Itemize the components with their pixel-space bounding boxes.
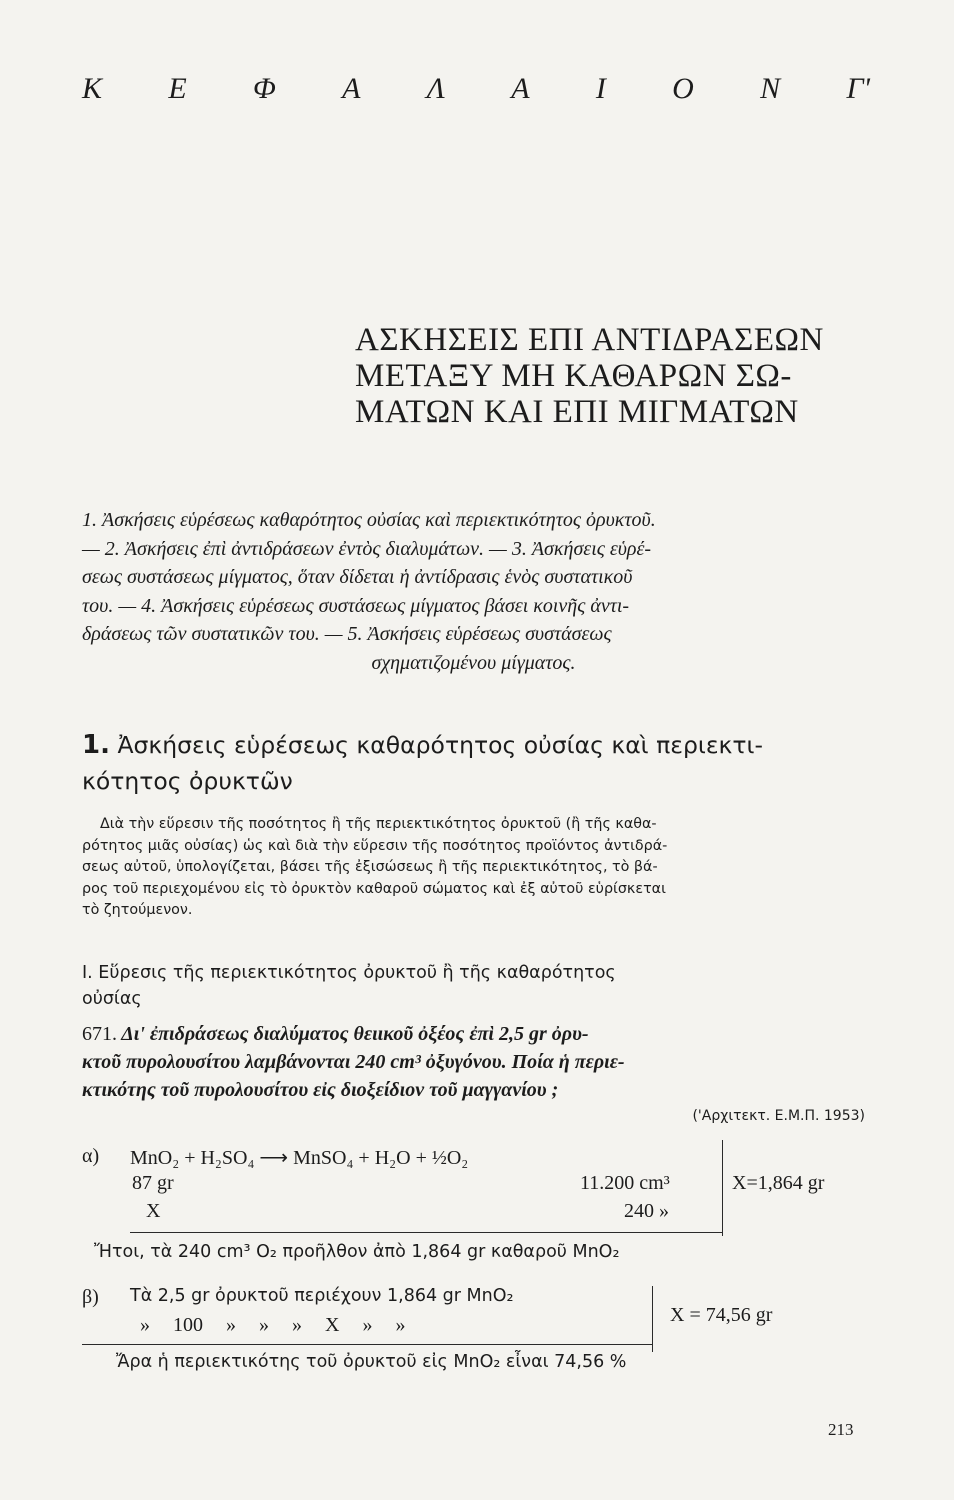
solution-a-conclusion: Ἤτοι, τὰ 240 cm³ O₂ προῆλθον ἀπὸ 1,864 gr καθαροῦ MnO₂ xyxy=(94,1242,620,1262)
chapter-heading-letter: Α xyxy=(342,72,361,105)
subsection-heading xyxy=(82,960,865,1012)
summary-line: — 2. Ἀσκήσεις ἐπὶ ἀντιδράσεων ἐντὸς διαλυμάτων. — 3. Ἀσκήσεις εὑρέ- xyxy=(82,537,652,560)
section-title-line: Ἀσκήσεις εὑρέσεως καθαρότητος οὐσίας καὶ περιεκτι- xyxy=(117,731,763,759)
chapter-heading-letter: Φ xyxy=(252,72,276,105)
page-number: 213 xyxy=(828,1420,854,1439)
chapter-title-line: ΜΑΤΩΝ ΚΑΙ ΕΠΙ ΜΙΓΜΑΤΩΝ xyxy=(355,394,799,430)
chapter-heading-letter: Λ xyxy=(426,72,445,105)
chapter-heading-letter: Ι xyxy=(595,72,606,105)
solution-b-conclusion: Ἄρα ἡ περιεκτικότης τοῦ ὀρυκτοῦ εἰς MnO₂ εἶναι 74,56 % xyxy=(116,1352,627,1372)
chapter-heading-letter: Α xyxy=(511,72,530,105)
solution-a-label: α) xyxy=(82,1145,100,1167)
problem-line: κτοῦ πυρολουσίτου λαμβάνονται 240 cm³ ὀξυγόνου. Ποία ἡ περιε- xyxy=(82,1051,625,1073)
summary-line: δράσεως τῶν συστατικῶν του. — 5. Ἀσκήσεις εὑρέσεως συστάσεως xyxy=(82,623,612,645)
chapter-heading-letter: Ε xyxy=(168,72,187,105)
stoich-row-left: 87 gr xyxy=(132,1172,174,1194)
stoich-row-right: 11.200 cm³ xyxy=(580,1172,670,1194)
subheading-line: I. Εὕρεσις τῆς περιεκτικότητος ὀρυκτοῦ ἢ τῆς καθαρότητος xyxy=(82,963,616,983)
section-title-line: κότητος ὀρυκτῶν xyxy=(82,767,293,795)
solution-b-result: X = 74,56 gr xyxy=(670,1304,773,1326)
problem-source: ('Αρχιτεκτ. Ε.Μ.Π. 1953) xyxy=(692,1108,865,1124)
summary-line: 1. Ἀσκήσεις εὑρέσεως καθαρότητος οὐσίας καὶ περιεκτικότητος ὀρυκτοῦ. xyxy=(82,509,656,531)
intro-paragraph xyxy=(82,814,865,922)
chapter-heading-letter: Ν xyxy=(760,72,781,105)
solution-b-label: β) xyxy=(82,1286,99,1308)
chapter-title-line: ΜΕΤΑΞΥ ΜΗ ΚΑΘΑΡΩΝ ΣΩ- xyxy=(355,358,792,394)
section-heading xyxy=(82,727,872,799)
table-divider xyxy=(652,1286,653,1352)
chapter-title xyxy=(355,322,875,430)
stoich-row-right: 240 » xyxy=(624,1200,669,1222)
chapter-heading-letter: Γ' xyxy=(846,72,870,105)
intro-line: Διὰ τὴν εὕρεσιν τῆς ποσότητος ἢ τῆς περιεκτικότητος ὀρυκτοῦ (ἢ τῆς καθα- xyxy=(100,816,657,832)
summary-line: σεως συστάσεως μίγματος, ὅταν δίδεται ἡ ἀντίδρασις ἑνὸς συστατικοῦ xyxy=(82,566,633,588)
chapter-heading-letter: Κ xyxy=(82,72,103,105)
chapter-summary xyxy=(82,506,865,677)
solution-b-row: » 100 » » » X » » xyxy=(140,1314,406,1336)
chapter-heading-letter: Ο xyxy=(672,72,694,105)
reaction-equation: MnO₂ + H₂SO₄ ⟶ MnSO₄ + H₂O + ½O₂ xyxy=(130,1147,469,1169)
intro-line: ρότητος μιᾶς οὐσίας) ὡς καὶ διὰ τὴν εὕρεσιν τῆς ποσότητος προϊόντος ἀντιδρά- xyxy=(82,837,668,854)
table-divider xyxy=(82,1344,652,1345)
problem-line: Δι' ἐπιδράσεως διαλύματος θειικοῦ ὀξέος ἐπὶ 2,5 gr ὀρυ- xyxy=(121,1023,589,1045)
table-divider xyxy=(130,1232,722,1233)
table-divider xyxy=(722,1140,723,1236)
problem-line: κτικότης τοῦ πυρολουσίτου εἰς διοξείδιον τοῦ μαγγανίου ; xyxy=(82,1079,559,1101)
problem-statement xyxy=(82,1020,865,1126)
stoich-row-left: X xyxy=(146,1200,161,1222)
chapter-title-line: ΑΣΚΗΣΕΙΣ ΕΠΙ ΑΝΤΙΔΡΑΣΕΩΝ xyxy=(355,322,824,358)
solution-b-row: Τὰ 2,5 gr ὀρυκτοῦ περιέχουν 1,864 gr MnO₂ xyxy=(130,1286,514,1306)
summary-line: του. — 4. Ἀσκήσεις εὑρέσεως συστάσεως μίγματος βάσει κοινῆς ἀντι- xyxy=(82,594,630,617)
intro-line: ρος τοῦ περιεχομένου εἰς τὸ ὀρυκτὸν καθαροῦ σώματος καὶ ἐξ αὐτοῦ εὑρίσκεται xyxy=(82,880,666,897)
section-number: 1. xyxy=(82,730,110,760)
chapter-heading xyxy=(82,72,870,106)
intro-line: τὸ ζητούμενον. xyxy=(82,902,193,918)
subheading-line: οὐσίας xyxy=(82,989,142,1009)
problem-number: 671. xyxy=(82,1023,117,1045)
summary-line: σχηματιζομένου μίγματος. xyxy=(371,651,576,674)
intro-line: σεως αὐτοῦ, ὑπολογίζεται, βάσει τῆς ἐξισώσεως ἢ τῆς περιεκτικότητος, τὸ βά- xyxy=(82,859,658,875)
solution-a-result: X=1,864 gr xyxy=(732,1172,825,1194)
